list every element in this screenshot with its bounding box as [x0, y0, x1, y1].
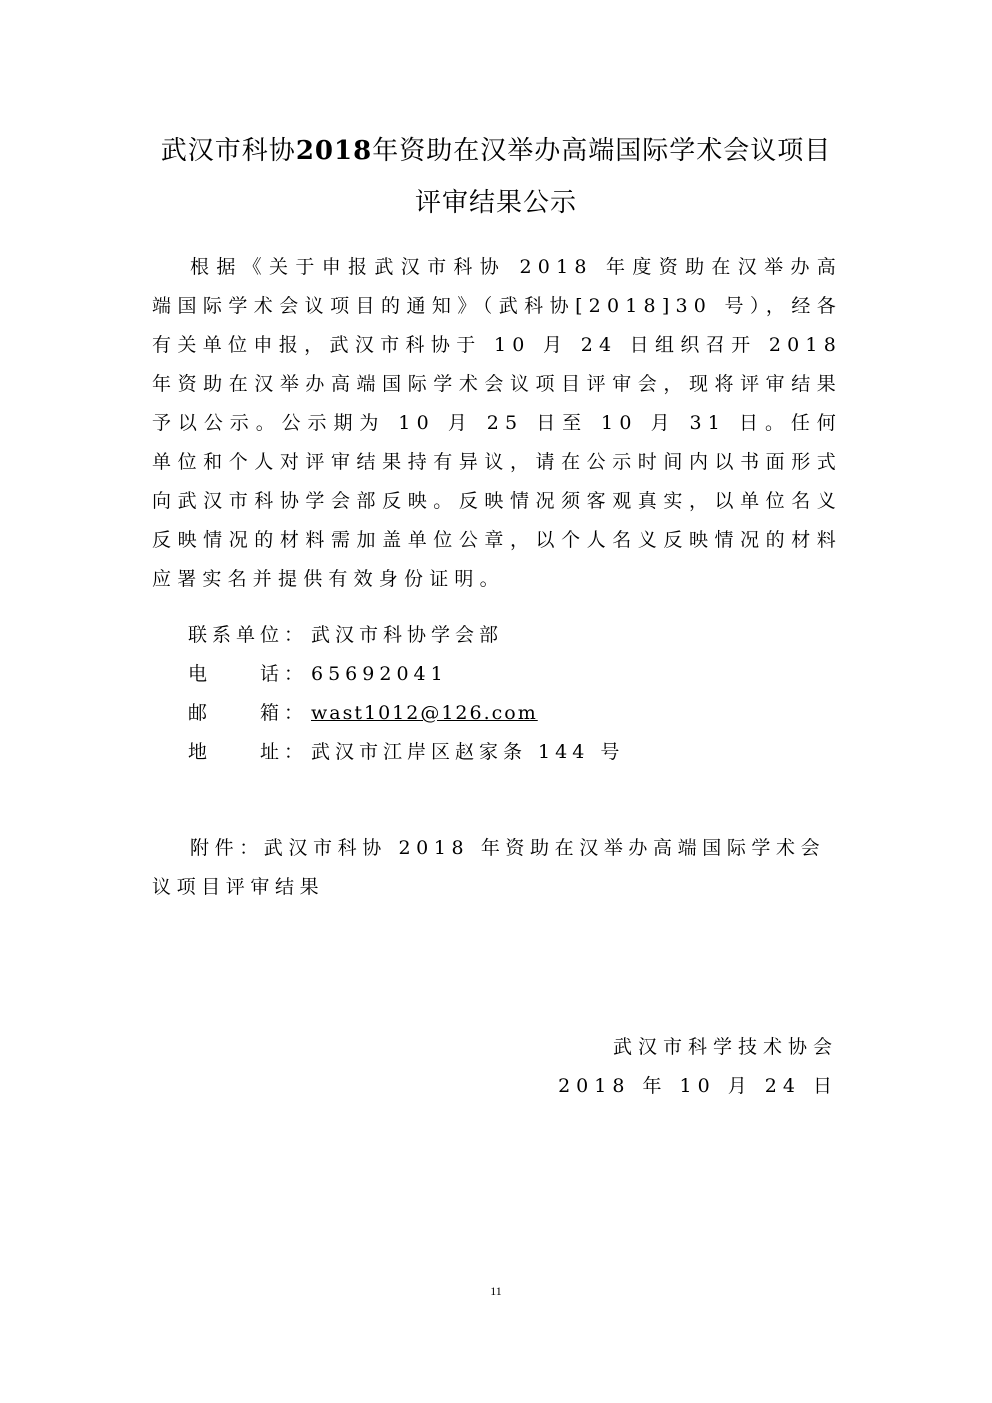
contact-email-link[interactable]: wast1012@126.com	[311, 702, 538, 724]
contact-address-value: 武汉市江岸区赵家条 144 号	[311, 741, 625, 763]
contact-address-row	[188, 733, 624, 772]
attachment-note: 附件：武汉市科协 2018 年资助在汉举办高端国际学术会议项目评审结果	[152, 837, 826, 898]
document-subtitle: 评审结果公示	[414, 188, 577, 218]
contact-phone-row	[188, 655, 624, 694]
contact-email-row	[188, 694, 624, 733]
page-number: 11	[490, 1284, 502, 1298]
contact-phone-value: 65692041	[311, 663, 448, 685]
contact-unit-value: 武汉市科协学会部	[311, 624, 504, 646]
contact-phone-label: 电 话：	[188, 663, 309, 685]
body-paragraph: 根据《关于申报武汉市科协 2018 年度资助在汉举办高端国际学术会议项目的通知》（武科协[2018]30 号），经各有关单位申报，武汉市科协于 10 月 24 日组织召开 2018 年资助在汉举办高端国际学术会议项目评审会，现将评审结果予以公示。公示期为 10 月 25 日至 10 月 31 日。任何单位和个人对评审结果持有异议，请在公示时间内以书面形式向武汉市科协学会部反映。反映情况须客观真实，以单位名义反映情况的材料需加盖单位公章，以个人名义反映情况的材料应署实名并提供有效身份证明。	[152, 256, 842, 590]
title-part-b: 年资助在汉举办高端国际学术会议项目	[372, 136, 832, 166]
signature-organization: 武汉市科学技术协会	[612, 1036, 838, 1058]
title-part-a: 武汉市科协	[160, 136, 296, 166]
contact-email-label: 邮 箱：	[188, 702, 309, 724]
contact-unit-label: 联系单位：	[188, 624, 309, 646]
contact-block	[188, 616, 624, 772]
contact-unit-row	[188, 616, 624, 655]
signature-date: 2018 年 10 月 24 日	[558, 1075, 838, 1097]
title-year: 2018	[295, 136, 373, 166]
document-title	[0, 130, 992, 167]
contact-address-label: 地 址：	[188, 741, 309, 763]
